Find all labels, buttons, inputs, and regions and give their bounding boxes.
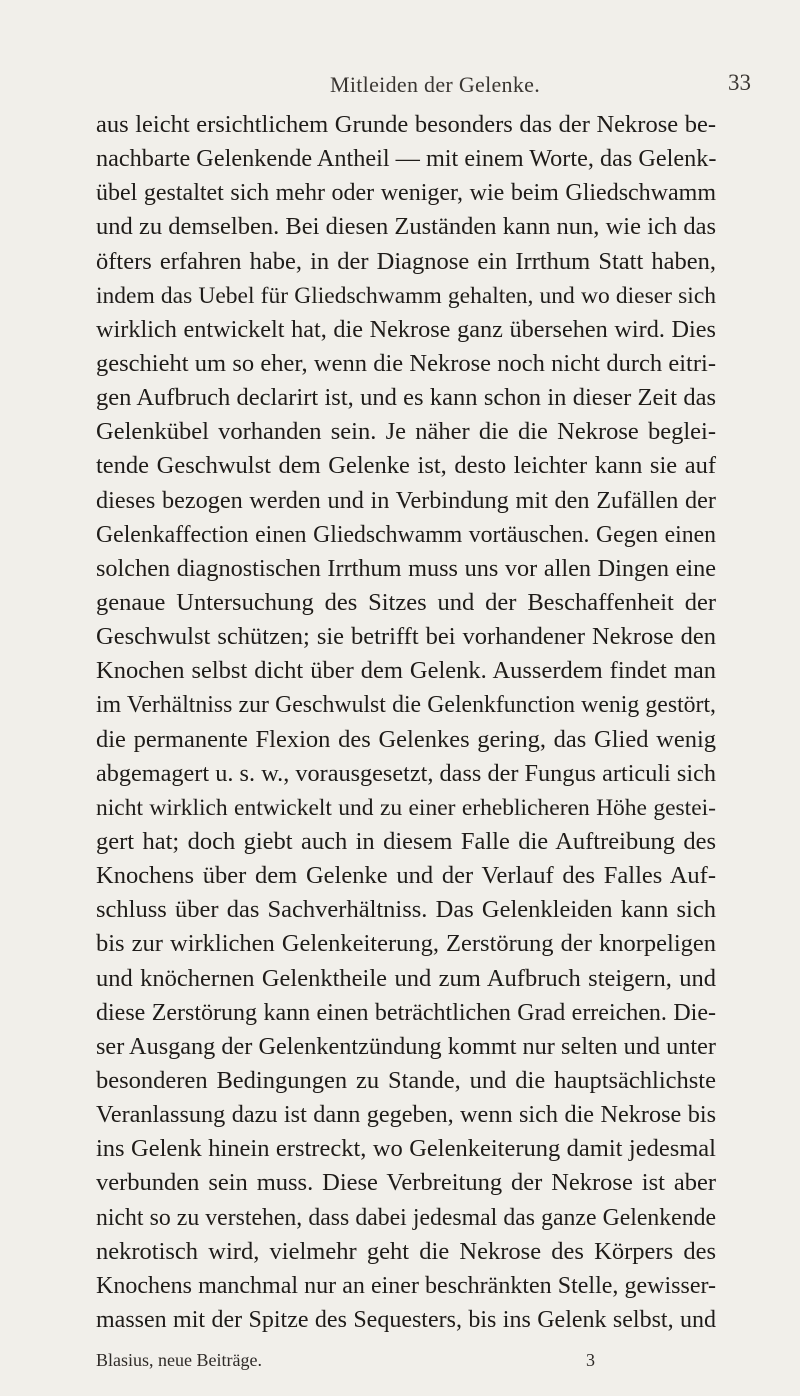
text-line: tende Geschwulst dem Gelenke ist, desto leichter kann sie auf	[96, 452, 716, 480]
text-line: gert hat; doch giebt auch in diesem Falle die Auftreibung des	[96, 827, 716, 855]
text-line: Knochens manchmal nur an einer beschränkten Stelle, gewisser-	[96, 1272, 716, 1299]
text-line: indem das Uebel für Gliedschwamm gehalten, und wo dieser sich	[96, 282, 716, 309]
text-line: nekrotisch wird, vielmehr geht die Nekrose des Körpers des	[96, 1237, 716, 1265]
text-line: wirklich entwickelt hat, die Nekrose ganz übersehen wird. Dies	[96, 315, 716, 343]
text-line: geschieht um so eher, wenn die Nekrose noch nicht durch eitri-	[96, 349, 716, 377]
text-line: im Verhältniss zur Geschwulst die Gelenkfunction wenig gestört,	[96, 692, 716, 719]
signature-mark: 3	[586, 1350, 595, 1370]
text-line: und zu demselben. Bei diesen Zuständen kann nun, wie ich das	[96, 213, 716, 241]
text-line: übel gestaltet sich mehr oder weniger, wie beim Gliedschwamm	[96, 180, 716, 207]
text-line: Veranlassung dazu ist dann gegeben, wenn sich die Nekrose bis	[96, 1101, 716, 1129]
text-line: massen mit der Spitze des Sequesters, bis ins Gelenk selbst, und	[96, 1306, 716, 1333]
text-line: Gelenkübel vorhanden sein. Je näher die die Nekrose beglei-	[96, 418, 716, 446]
signature-author: Blasius, neue Beiträge.	[96, 1350, 262, 1370]
text-line: Knochen selbst dicht über dem Gelenk. Ausserdem findet man	[96, 657, 716, 685]
text-line: ser Ausgang der Gelenkentzündung kommt nur selten und unter	[96, 1032, 716, 1060]
text-line: nicht wirklich entwickelt und zu einer erheblicheren Höhe gestei-	[96, 794, 716, 821]
text-line: dieses bezogen werden und in Verbindung mit den Zufällen der	[96, 486, 716, 514]
text-line: besonderen Bedingungen zu Stande, und die hauptsächlichste	[96, 1066, 716, 1094]
text-line: ins Gelenk hinein erstreckt, wo Gelenkeiterung damit jedesmal	[96, 1135, 716, 1163]
page-number: 33	[728, 70, 751, 95]
text-line: genaue Untersuchung des Sitzes und der Beschaffenheit der	[96, 588, 716, 616]
text-line: verbunden sein muss. Diese Verbreitung der Nekrose ist aber	[96, 1169, 716, 1197]
running-head: Mitleiden der Gelenke.	[330, 72, 541, 97]
text-line: aus leicht ersichtlichem Grunde besonders das der Nekrose be-	[96, 111, 716, 138]
text-line: und knöchernen Gelenktheile und zum Aufbruch steigern, und	[96, 964, 716, 992]
text-line: nachbarte Gelenkende Antheil — mit einem Worte, das Gelenk-	[96, 145, 717, 173]
text-line: schluss über das Sachverhältniss. Das Gelenkleiden kann sich	[96, 896, 716, 924]
text-line: nicht so zu verstehen, dass dabei jedesmal das ganze Gelenkende	[96, 1204, 716, 1231]
text-line: Gelenkaffection einen Gliedschwamm vortäuschen. Gegen einen	[96, 521, 716, 548]
text-line: gen Aufbruch declarirt ist, und es kann schon in dieser Zeit das	[96, 384, 716, 412]
text-line: solchen diagnostischen Irrthum muss uns vor allen Dingen eine	[96, 554, 716, 582]
text-line: die permanente Flexion des Gelenkes gering, das Glied wenig	[96, 725, 716, 753]
body-text	[96, 108, 716, 1337]
text-line: Knochens über dem Gelenke und der Verlauf des Falles Auf-	[96, 862, 716, 890]
text-line: Geschwulst schützen; sie betrifft bei vorhandener Nekrose den	[96, 623, 716, 651]
text-line: öfters erfahren habe, in der Diagnose ein Irrthum Statt haben,	[96, 247, 716, 275]
text-line: diese Zerstörung kann einen beträchtlichen Grad erreichen. Die-	[96, 999, 716, 1026]
text-line: abgemagert u. s. w., vorausgesetzt, dass der Fungus articuli sich	[96, 759, 716, 787]
text-line: bis zur wirklichen Gelenkeiterung, Zerstörung der knorpeligen	[96, 930, 716, 958]
